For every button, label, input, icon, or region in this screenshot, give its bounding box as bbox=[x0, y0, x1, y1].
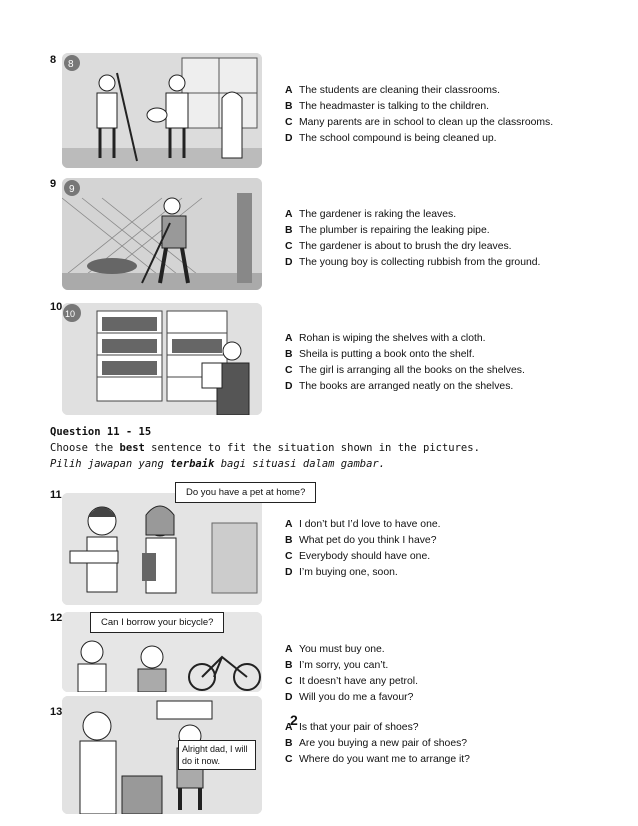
gardener-illustration bbox=[62, 178, 262, 290]
question-number: 8 bbox=[50, 54, 57, 66]
option-c[interactable]: C Where do you want me to arrange it? bbox=[285, 754, 470, 765]
option-a[interactable]: A I don’t but I’d love to have one. bbox=[285, 519, 441, 530]
option-b[interactable]: B I’m sorry, you can’t. bbox=[285, 660, 389, 671]
option-a[interactable]: A You must buy one. bbox=[285, 644, 385, 655]
option-b[interactable]: B The headmaster is talking to the children. bbox=[285, 101, 490, 112]
option-d[interactable]: D The books are arranged neatly on the shelves. bbox=[285, 381, 514, 392]
question-8-picture bbox=[62, 53, 262, 168]
option-c[interactable]: C The gardener is about to brush the dry leaves. bbox=[285, 241, 512, 252]
option-c[interactable]: C The girl is arranging all the books on the shelves. bbox=[285, 365, 525, 376]
option-b[interactable]: B The plumber is repairing the leaking pipe. bbox=[285, 225, 490, 236]
speech-bubble: Do you have a pet at home? bbox=[175, 482, 316, 503]
classroom-cleaning-illustration bbox=[62, 53, 262, 168]
option-d[interactable]: D The young boy is collecting rubbish from the ground. bbox=[285, 257, 541, 268]
library-illustration bbox=[62, 303, 262, 415]
speech-bubble: Can I borrow your bicycle? bbox=[90, 612, 224, 633]
option-c[interactable]: C Everybody should have one. bbox=[285, 551, 431, 562]
question-number: 10 bbox=[50, 301, 63, 313]
picture-badge: 10 bbox=[65, 309, 76, 319]
question-10-picture bbox=[62, 303, 262, 415]
question-number: 13 bbox=[50, 706, 63, 718]
option-a[interactable]: A Rohan is wiping the shelves with a cloth. bbox=[285, 333, 486, 344]
instruction-english: Choose the best sentence to fit the situation shown in the pictures. bbox=[50, 442, 480, 454]
option-d[interactable]: D I’m buying one, soon. bbox=[285, 567, 398, 578]
option-d[interactable]: D Will you do me a favour? bbox=[285, 692, 414, 703]
option-b[interactable]: B Are you buying a new pair of shoes? bbox=[285, 738, 468, 749]
reply-box: Alright dad, I will do it now. bbox=[178, 740, 256, 770]
question-13-options bbox=[285, 720, 470, 768]
question-9-picture bbox=[62, 178, 262, 290]
two-girls-illustration bbox=[62, 493, 262, 605]
question-12-options bbox=[285, 642, 418, 706]
question-9-options bbox=[285, 207, 540, 271]
option-a[interactable]: A Is that your pair of shoes? bbox=[285, 722, 419, 733]
option-c[interactable]: C Many parents are in school to clean up the classrooms. bbox=[285, 117, 554, 128]
option-a[interactable]: A The students are cleaning their classrooms. bbox=[285, 85, 500, 96]
question-11-picture bbox=[62, 493, 262, 605]
option-a[interactable]: A The gardener is raking the leaves. bbox=[285, 209, 457, 220]
option-b[interactable]: B Sheila is putting a book onto the shelf. bbox=[285, 349, 475, 360]
question-11-options bbox=[285, 517, 441, 581]
section-heading: Question 11 - 15 bbox=[50, 426, 152, 438]
question-number: 9 bbox=[50, 178, 57, 190]
instruction-malay: Pilih jawapan yang terbaik bagi situasi dalam gambar. bbox=[50, 458, 386, 470]
section-instructions bbox=[50, 424, 480, 472]
question-10-options bbox=[285, 331, 525, 395]
option-d[interactable]: D The school compound is being cleaned up. bbox=[285, 133, 497, 144]
option-c[interactable]: C It doesn’t have any petrol. bbox=[285, 676, 418, 687]
picture-badge: 8 bbox=[68, 59, 74, 70]
page-number: 2 bbox=[290, 712, 298, 728]
picture-badge: 9 bbox=[69, 184, 75, 195]
option-b[interactable]: B What pet do you think I have? bbox=[285, 535, 437, 546]
question-8-options bbox=[285, 83, 553, 147]
question-number: 11 bbox=[50, 489, 62, 501]
question-number: 12 bbox=[50, 612, 63, 624]
